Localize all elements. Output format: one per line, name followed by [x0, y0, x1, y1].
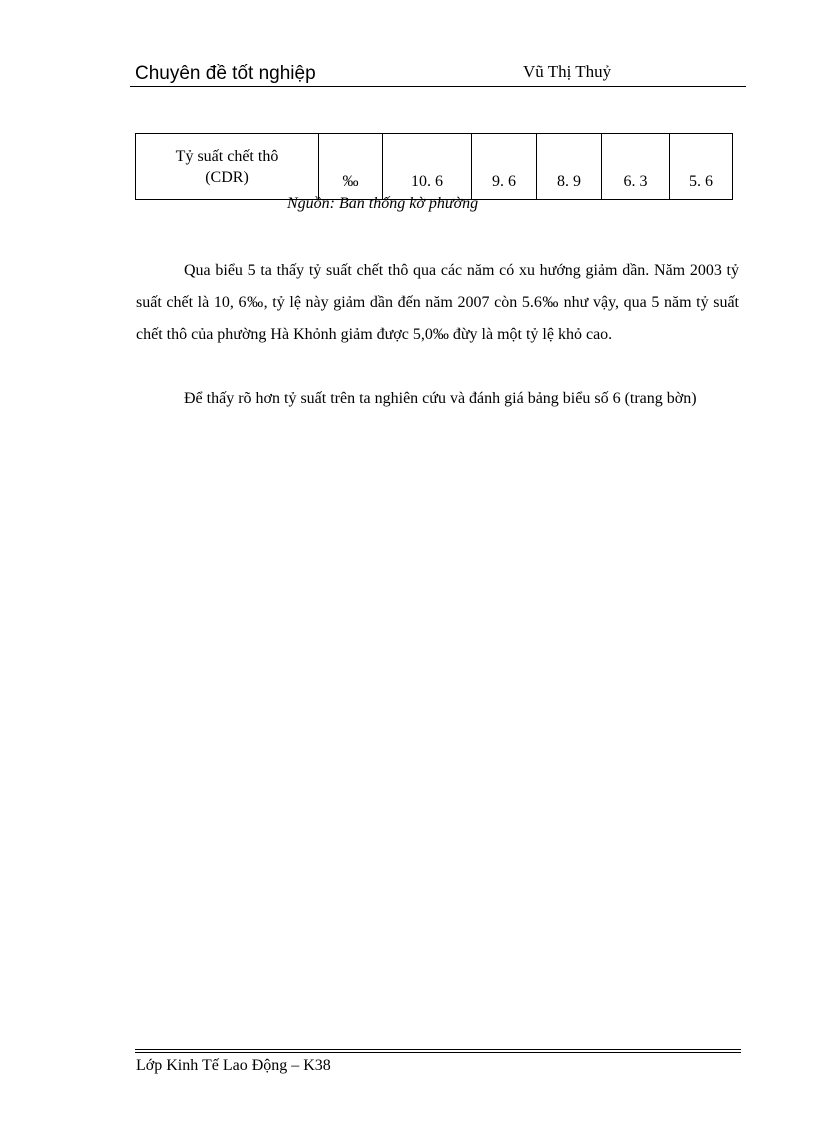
value-cell: 6. 3: [602, 134, 670, 200]
paragraph-text: Để thấy rõ hơn tỷ suất trên ta nghiên cứu và đánh giá bảng biểu số 6 (trang bờn): [184, 390, 697, 407]
header-rule: [130, 86, 746, 87]
header-title: Chuyên đề tốt nghiệp: [135, 63, 316, 84]
unit-cell: ‰: [319, 134, 383, 200]
value-cell: 8. 9: [537, 134, 602, 200]
footer-rule: [135, 1049, 741, 1050]
value-cell: 5. 6: [670, 134, 733, 200]
row-label-cell: [136, 134, 319, 200]
table-row: [136, 134, 733, 200]
value-cell: 9. 6: [472, 134, 537, 200]
value-cell: 10. 6: [383, 134, 472, 200]
row-label-line2: (CDR): [205, 168, 249, 186]
body-paragraph-1: [136, 255, 739, 351]
header-author: Vũ Thị Thuỷ: [523, 62, 612, 81]
footer-rule: [135, 1052, 741, 1053]
table-source: Nguồn: Ban thống kờ phường: [287, 195, 479, 212]
row-label-line1: Tỷ suất chết thô: [175, 147, 279, 165]
paragraph-text: Qua biểu 5 ta thấy tỷ suất chết thô qua các năm có xu hướng giảm dần. Năm 2003 tỷ suất chết là 10, 6‰, tỷ lệ này giảm dần đến năm 2007 còn 5.6‰ như vậy, qua 5 năm tỷ suất chết thô của phường Hà Khỏnh giảm được 5,0‰ đừy là một tỷ lệ khỏ cao.: [136, 262, 739, 343]
footer-text: Lớp Kinh Tế Lao Động – K38: [136, 1057, 331, 1074]
body-paragraph-2: [136, 383, 739, 415]
mortality-table: [135, 133, 733, 200]
